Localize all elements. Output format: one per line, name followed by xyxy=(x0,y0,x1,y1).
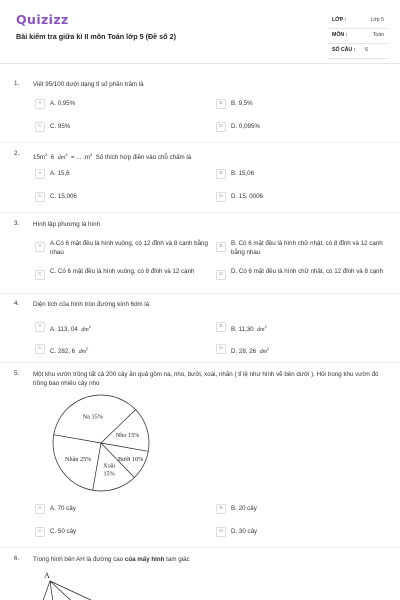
option-text: B. 15,06 xyxy=(231,170,255,177)
expr-num: 6 xyxy=(50,154,55,162)
question-text: Diện tích của hình tròn đường kính 6dm là xyxy=(33,301,150,308)
unit: dm xyxy=(78,348,87,356)
option-text: C. 95% xyxy=(50,123,71,130)
pie-slice-label: Bưởi 10% xyxy=(117,455,144,463)
meta-value: Toán xyxy=(372,32,384,38)
exponent: 2 xyxy=(86,346,89,351)
exponent: 3 xyxy=(45,152,48,157)
option-text: D. 30 cây xyxy=(231,528,258,535)
unit: dm xyxy=(81,326,89,334)
exponent: 2 xyxy=(267,346,270,351)
option-value: B. 11,30 xyxy=(231,326,254,334)
option-letter: D xyxy=(216,527,226,537)
option-text xyxy=(231,323,391,335)
question-5 xyxy=(0,370,400,545)
meta-key: MÔN : xyxy=(332,32,348,38)
question-1 xyxy=(0,80,400,140)
question-divider xyxy=(0,293,400,294)
option-text: C. 50 cây xyxy=(50,528,77,535)
option-text: A. 70 cây xyxy=(50,505,76,512)
question-divider xyxy=(0,212,400,213)
question-3 xyxy=(0,220,400,292)
option-letter: B xyxy=(216,242,226,252)
option-letter: B xyxy=(216,504,226,514)
option-letter: D xyxy=(216,344,226,354)
option-letter: A xyxy=(35,99,45,109)
pie-slice-label: Nhãn 25% xyxy=(65,455,92,463)
unit: dm xyxy=(259,348,268,356)
option-letter: C xyxy=(35,344,45,354)
option-letter: C xyxy=(35,122,45,132)
option-letter: A xyxy=(35,242,45,252)
option-text: A. 0,95% xyxy=(50,100,76,107)
meta-row-class xyxy=(328,14,388,29)
option-letter: C xyxy=(35,527,45,537)
meta-row-count xyxy=(328,44,388,59)
option-text xyxy=(50,345,210,357)
question-number: 2. xyxy=(14,150,20,157)
option-letter: B xyxy=(216,99,226,109)
meta-value: Lớp 5 xyxy=(370,17,384,23)
option-letter: C xyxy=(35,192,45,202)
option-value: C. 282, 6 xyxy=(50,348,76,356)
question-text-start: Trong hình bên AH là đường cao xyxy=(33,556,125,563)
question-number: 5. xyxy=(14,370,20,377)
option-text: D. 0,095% xyxy=(231,123,260,130)
option-letter: A xyxy=(35,169,45,179)
option-letter: B xyxy=(216,322,226,332)
option-text: B. 20 cây xyxy=(231,505,257,512)
question-text xyxy=(33,555,388,564)
exponent: 3 xyxy=(65,152,68,157)
question-divider xyxy=(0,142,400,143)
option-text: B. Có 6 mặt đều là hình chữ nhật, có 8 đỉnh và 12 cạnh bằng nhau xyxy=(231,240,383,256)
question-number: 4. xyxy=(14,300,20,307)
option-value: D. 28, 26 xyxy=(231,348,257,356)
question-text: Viết 95/100 dưới dạng tỉ số phần trăm là xyxy=(33,81,144,88)
expr-lhs: 15m xyxy=(33,154,46,162)
option-text: A.Có 6 mặt đều là hình vuông, có 12 đỉnh và 8 cạnh bằng nhau xyxy=(50,240,208,256)
vertex-label-a: A xyxy=(44,571,50,580)
option-letter: D xyxy=(216,270,226,280)
option-letter: A xyxy=(35,322,45,332)
pie-slice-label: Xoài 15% xyxy=(103,462,116,478)
question-6 xyxy=(0,555,400,600)
question-text xyxy=(33,150,388,162)
triangle-side xyxy=(50,581,110,600)
unit: dm xyxy=(257,326,265,334)
meta-row-subject xyxy=(328,29,388,44)
quizizz-logo: Quizizz xyxy=(16,12,69,27)
option-letter: A xyxy=(35,504,45,514)
question-text-suffix: Số thích hợp điền vào chỗ chấm là xyxy=(95,154,192,162)
option-letter: D xyxy=(216,192,226,202)
meta-key: LỚP : xyxy=(332,17,347,23)
question-text-end: tam giác xyxy=(164,556,190,563)
option-text: D. 15, 0006 xyxy=(231,193,263,200)
option-text: C. Có 6 mặt đều là hình vuông, có 8 đỉnh và 12 cạnh xyxy=(50,268,195,275)
option-text: C. 15,006 xyxy=(50,193,77,200)
pie-slice-label: Nho 15% xyxy=(115,431,140,439)
option-text: B. 9,5% xyxy=(231,100,253,107)
expr-blank: = ... .m xyxy=(70,154,90,162)
option-text xyxy=(50,323,210,335)
pie-slice-label: Na 35% xyxy=(82,413,103,421)
question-text: Một khu vườn trồng tất cả 200 cây ăn quả gồm na, nho, bưởi, xoài, nhãn ( tỉ lệ như hình vẽ bên dưới ). Hỏi trong khu vườn đó trồng bao nhiêu cây nho xyxy=(33,371,379,387)
question-4 xyxy=(0,300,400,360)
question-divider xyxy=(0,362,400,363)
meta-table xyxy=(328,14,388,59)
quiz-title: Bài kiểm tra giữa kì II môn Toán lớp 5 (Đề số 2) xyxy=(16,32,176,41)
meta-value: 6 xyxy=(365,47,368,53)
option-text: D. Có 6 mặt đều là hình chữ nhật, có 12 đỉnh và 8 cạnh xyxy=(231,268,384,275)
exponent: 2 xyxy=(264,324,267,329)
fruit-pie-chart xyxy=(46,393,156,493)
option-text: A. 15,6 xyxy=(50,170,70,177)
option-letter: C xyxy=(35,270,45,280)
triangle-side xyxy=(50,581,80,600)
option-letter: D xyxy=(216,122,226,132)
exponent: 2 xyxy=(88,324,91,329)
question-number: 1. xyxy=(14,80,20,87)
question-number: 6. xyxy=(14,555,20,562)
option-letter: B xyxy=(216,169,226,179)
triangle-figure xyxy=(40,579,160,600)
question-divider xyxy=(0,547,400,548)
worksheet-header xyxy=(0,0,400,64)
option-value: A. 113, 04 xyxy=(50,326,78,334)
question-2 xyxy=(0,150,400,210)
expr-unit: dm xyxy=(57,154,66,162)
option-text xyxy=(231,345,391,357)
triangle-side xyxy=(40,581,50,600)
question-text-emphasis: của mấy hình xyxy=(124,556,165,563)
question-number: 3. xyxy=(14,220,20,227)
question-text: Hình lập phương là hình xyxy=(33,221,101,228)
meta-key: SỐ CÂU : xyxy=(332,47,356,53)
exponent: 3 xyxy=(89,152,93,157)
